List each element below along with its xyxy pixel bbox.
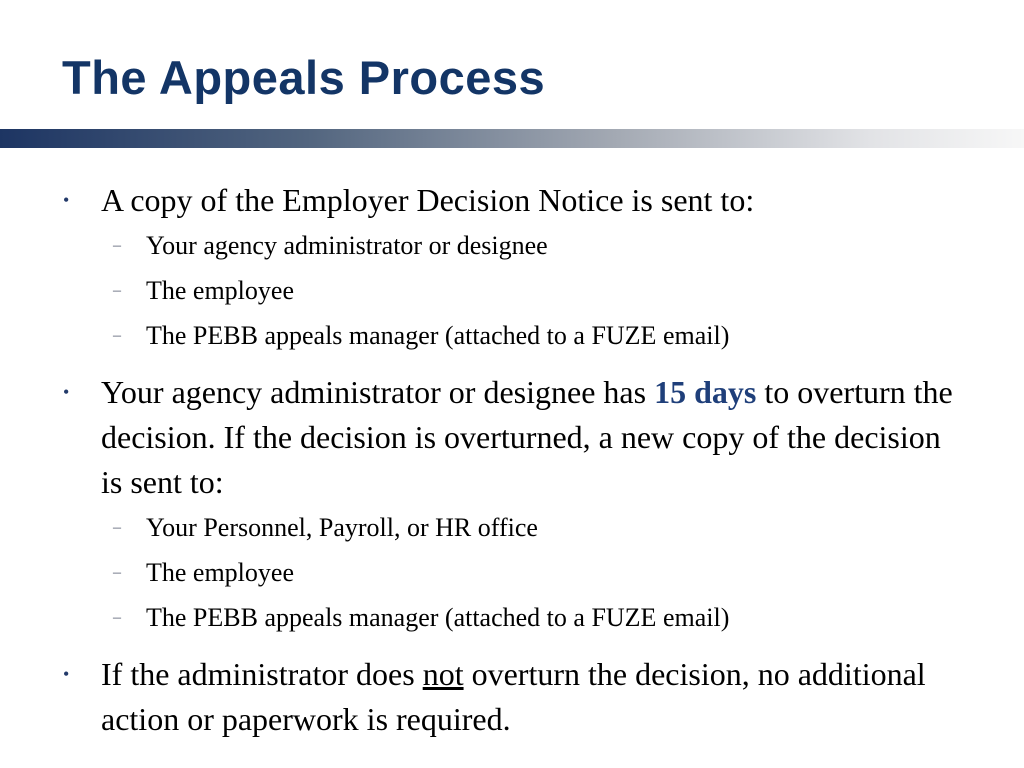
sub-bullet-text: Your Personnel, Payroll, or HR office (146, 513, 538, 542)
bullet-marker: • (63, 664, 70, 684)
spacer (0, 640, 1024, 652)
dash-marker: – (113, 609, 121, 626)
sub-bullet-item (0, 550, 1024, 595)
bullet-item (0, 652, 1024, 742)
slide-body (0, 178, 1024, 742)
emphasis-underlined: not (422, 656, 464, 692)
dash-marker: – (113, 564, 121, 581)
bullet-marker: • (63, 190, 70, 210)
sub-bullet-text: The employee (146, 558, 294, 587)
bullet-text: A copy of the Employer Decision Notice is sent to: (101, 182, 755, 218)
slide-title: The Appeals Process (62, 51, 546, 104)
title-gradient-rule (0, 129, 1024, 148)
sub-bullet-text: The PEBB appeals manager (attached to a FUZE email) (146, 321, 730, 350)
sub-bullet-item (0, 268, 1024, 313)
sub-bullet-text: The PEBB appeals manager (attached to a FUZE email) (146, 603, 730, 632)
sub-bullet-item (0, 595, 1024, 640)
sub-bullet-item (0, 223, 1024, 268)
sub-bullet-item (0, 505, 1024, 550)
dash-marker: – (113, 237, 121, 254)
sub-bullet-text: The employee (146, 276, 294, 305)
spacer (0, 358, 1024, 370)
dash-marker: – (113, 519, 121, 536)
bullet-text-start: Your agency administrator or designee has (101, 374, 655, 410)
bullet-item (0, 178, 1024, 223)
bullet-text-end: to overturn the decision. If the decision is overturned, a new copy of the decision is sent to: (101, 374, 953, 500)
dash-marker: – (113, 327, 121, 344)
bullet-marker: • (63, 382, 70, 402)
dash-marker: – (113, 282, 121, 299)
sub-bullet-item (0, 313, 1024, 358)
bullet-text-start: If the administrator does (101, 656, 423, 692)
deadline-highlight: 15 days (654, 374, 757, 410)
bullet-text-end: overturn the decision, no additional action or paperwork is required. (101, 656, 926, 737)
sub-bullet-text: Your agency administrator or designee (146, 231, 548, 260)
bullet-item (0, 370, 1024, 505)
